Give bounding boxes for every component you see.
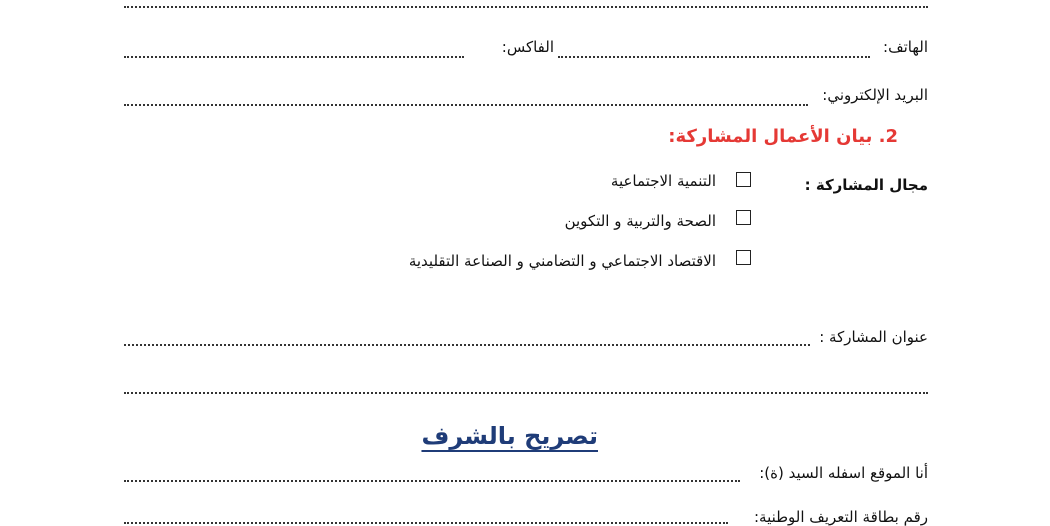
- section-2-number: 2.: [878, 126, 898, 147]
- section-2-title: بيان الأعمال المشاركة:: [668, 126, 873, 147]
- section-2-heading: [668, 126, 898, 147]
- email-label: البريد الإلكتروني:: [822, 86, 928, 104]
- fax-label: الفاكس:: [501, 38, 554, 56]
- option-health-education: الصحة والتربية و التكوين: [564, 212, 716, 230]
- checkbox-social-economy[interactable]: [736, 250, 751, 265]
- checkbox-social-development[interactable]: [736, 172, 751, 187]
- fax-field[interactable]: [124, 56, 464, 58]
- signer-field[interactable]: [124, 480, 740, 482]
- national-id-label: رقم بطاقة التعريف الوطنية:: [753, 508, 928, 526]
- participation-title-field-line-2[interactable]: [124, 392, 928, 394]
- participation-field-label: مجال المشاركة :: [804, 176, 928, 194]
- option-social-economy: الاقتصاد الاجتماعي و التضامني و الصناعة التقليدية: [408, 252, 716, 270]
- participation-title-field[interactable]: [124, 344, 810, 346]
- top-dotted-line: [124, 6, 928, 8]
- email-field[interactable]: [124, 104, 808, 106]
- signer-label: أنا الموقع اسفله السيد (ة):: [759, 464, 928, 482]
- phone-label: الهاتف:: [883, 38, 928, 56]
- phone-field[interactable]: [558, 56, 870, 58]
- participation-title-label: عنوان المشاركة :: [819, 328, 928, 346]
- option-social-development: التنمية الاجتماعية: [610, 172, 716, 190]
- declaration-title: تصريح بالشرف: [421, 422, 598, 450]
- national-id-field[interactable]: [124, 522, 728, 524]
- checkbox-health-education[interactable]: [736, 210, 751, 225]
